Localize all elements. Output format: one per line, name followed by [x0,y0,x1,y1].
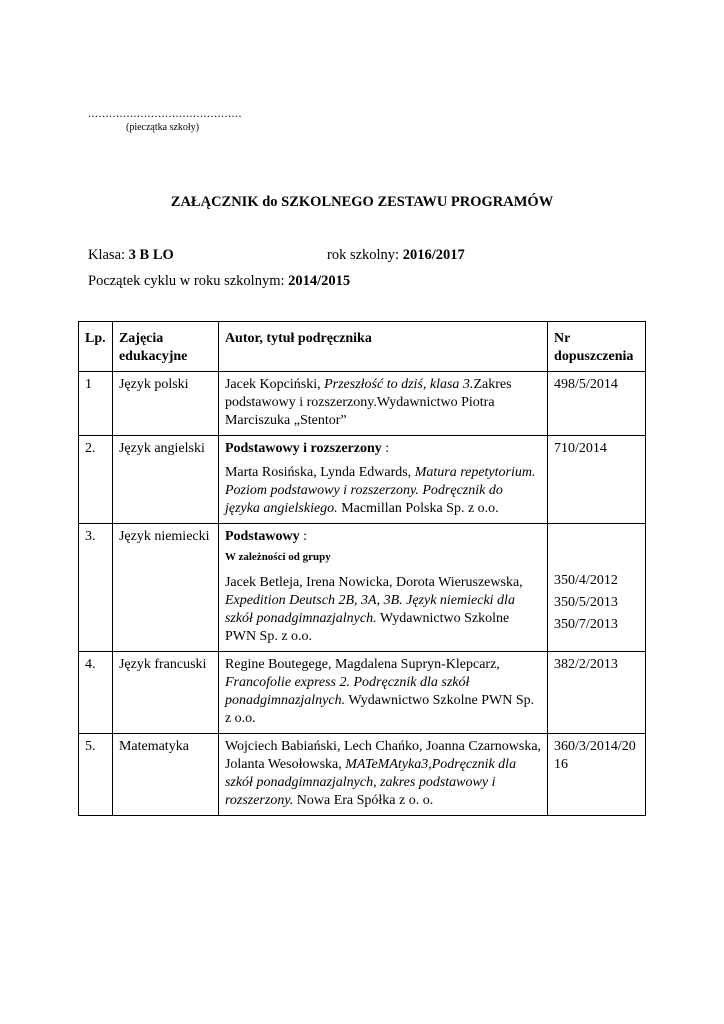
level-label: Podstawowy i rozszerzony [224,441,382,456]
class-line [88,247,174,264]
author-text: Jacek Kopciński, [224,377,325,392]
row-numbers [548,524,646,652]
table-row [79,652,646,734]
row-author [218,652,547,734]
author-text: Jacek Betleja, Irena Nowicka, Dorota Wieruszewska, [224,575,523,590]
level-line [225,440,541,458]
level-line [225,528,541,546]
book-title: Francofolie express 2. Podręcznik dla szkół ponadgimnazjalnych. [224,675,470,708]
book-title: MATeMAtyka3,Podręcznik dla szkół ponadgimnazjalnych, zakres podstawowy i rozszerzony. [224,757,517,808]
cycle-start-line [88,273,350,290]
author-text: Marta Rosińska, Lynda Edwards, [224,465,415,480]
author-text: Regine Boutegege, Magdalena Supryn-Klepcarz, [224,657,500,672]
textbook-table [78,321,646,816]
class-label: Klasa: [88,247,126,263]
book-title: Expedition Deutsch 2B, 3A, 3B. Język niemiecki dla szkół ponadgimnazjalnych. [224,593,515,626]
group-note: W zależności od grupy [224,551,331,563]
table-row [79,734,646,816]
book-title: Przeszłość to dziś, klasa 3. [324,377,474,392]
row-subject: Język niemiecki [112,524,218,652]
author-publisher: Zakres podstawowy i rozszerzony.Wydawnictwo Piotra Marciszuka „Stentor” [224,377,512,428]
table-header-row [79,322,646,372]
row-author [218,734,547,816]
book-title: Matura repetytorium. Poziom podstawowy i rozszerzony. Podręcznik do języka angielskiego. [224,465,536,516]
author-publisher: Wydawnictwo Szkolne PWN Sp. z o.o. [224,693,535,726]
cycle-start-value: 2014/2015 [288,273,351,289]
author-text: Wojciech Babiański, Lech Chańko, Joanna Czarnowska, Jolanta Wesołowska, [224,739,542,772]
header-lp: Lp. [79,322,113,372]
author-publisher: Wydawnictwo Szkolne PWN Sp. z o.o. [224,611,510,644]
row-number: 360/3/2014/2016 [548,734,646,816]
header-subject: Zajęcia edukacyjne [112,322,218,372]
class-value: 3 B LO [128,247,174,263]
school-year-value: 2016/2017 [402,247,465,263]
approval-number: 350/7/2013 [554,617,618,632]
row-author [218,372,547,436]
row-author [218,436,547,524]
approval-number: 350/5/2013 [554,595,618,610]
level-label: Podstawowy [224,529,300,544]
school-year-line [327,247,465,264]
row-lp: 2. [79,436,113,524]
stamp-caption: (pieczątka szkoły) [126,122,200,133]
level-suffix: : [299,529,307,544]
document-title: ZAŁĄCZNIK do SZKOLNEGO ZESTAWU PROGRAMÓW [170,194,554,210]
row-author [218,524,547,652]
cycle-start-label: Początek cyklu w roku szkolnym: [88,273,285,289]
row-subject: Język polski [112,372,218,436]
row-lp: 1 [79,372,113,436]
author-publisher: Nowa Era Spółka z o. o. [293,793,434,808]
author-publisher: Macmillan Polska Sp. z o.o. [337,501,499,516]
row-subject: Matematyka [112,734,218,816]
stamp-signature-line: ............................................ [88,106,242,120]
table-row [79,524,646,652]
table-row [79,436,646,524]
header-number: Nr dopuszczenia [548,322,646,372]
row-number: 498/5/2014 [548,372,646,436]
school-year-label: rok szkolny: [327,247,400,263]
row-number: 710/2014 [548,436,646,524]
row-lp: 3. [79,524,113,652]
row-subject: Język angielski [112,436,218,524]
row-lp: 4. [79,652,113,734]
row-subject: Język francuski [112,652,218,734]
row-number: 382/2/2013 [548,652,646,734]
approval-number: 350/4/2012 [554,573,618,588]
row-lp: 5. [79,734,113,816]
level-suffix: : [381,441,390,456]
header-author: Autor, tytuł podręcznika [218,322,547,372]
table-row [79,372,646,436]
